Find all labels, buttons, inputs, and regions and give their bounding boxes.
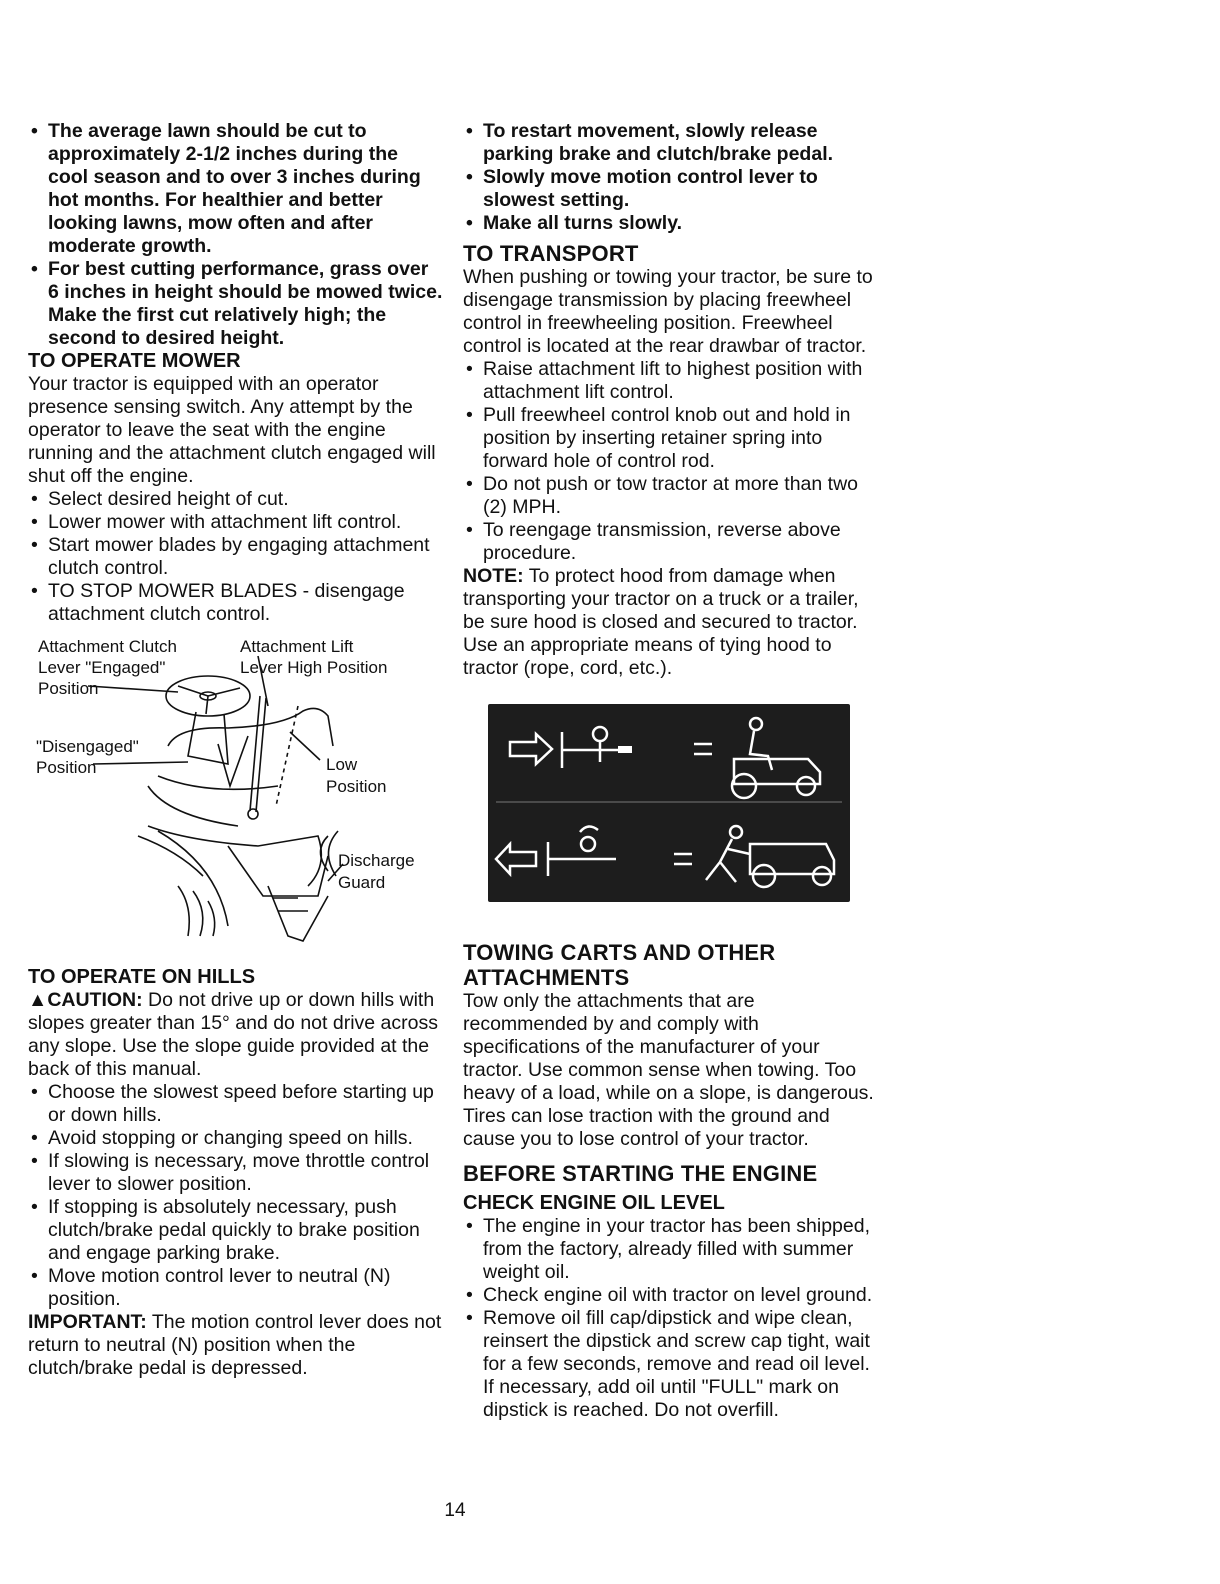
check-oil-subheading: CHECK ENGINE OIL LEVEL <box>463 1192 725 1214</box>
lift-label-line1: Attachment Lift <box>240 637 354 656</box>
operate-mower-intro: Your tractor is equipped with an operator presence sensing switch. Any attempt by the operator to leave the seat with the engine running and the attachment clutch engaged will shut off the engine. <box>28 373 436 487</box>
list-item: • Avoid stopping or changing speed on hills. <box>28 1127 443 1150</box>
list-item: • Start mower blades by engaging attachment clutch control. <box>28 534 443 580</box>
warning-triangle-icon: ▲ <box>28 989 48 1011</box>
list-item: • The engine in your tractor has been shipped, from the factory, already filled with summer weight oil. <box>463 1215 878 1284</box>
freewheel-pictogram <box>488 704 850 902</box>
note-text: To protect hood from damage when transporting your tractor on a truck or a trailer, be sure hood is closed and secured to tractor. Use an appropriate means of tying hood to tractor (rope, cord, etc.). <box>463 565 859 679</box>
list-item: • Make all turns slowly. <box>463 212 878 235</box>
clutch-label-line3: Position <box>38 679 99 698</box>
important-note <box>28 1311 443 1380</box>
list-item: • Move motion control lever to neutral (N) position. <box>28 1265 443 1311</box>
low-label-line2: Position <box>326 777 387 796</box>
clutch-label-line1: Attachment Clutch <box>38 637 177 656</box>
list-item: • To restart movement, slowly release parking brake and clutch/brake pedal. <box>463 120 878 166</box>
list-item: • Check engine oil with tractor on level ground. <box>463 1284 878 1307</box>
transport-heading: TO TRANSPORT <box>463 241 639 266</box>
mowing-tips-list <box>28 120 443 350</box>
important-label: IMPORTANT: <box>28 1311 147 1333</box>
before-starting-heading: BEFORE STARTING THE ENGINE <box>463 1161 818 1186</box>
left-column <box>28 120 443 1380</box>
list-item: • If slowing is necessary, move throttle control lever to slower position. <box>28 1150 443 1196</box>
list-item: • Raise attachment lift to highest position with attachment lift control. <box>463 358 878 404</box>
guard-label-line2: Guard <box>338 873 386 892</box>
operate-mower-heading: TO OPERATE MOWER <box>28 350 241 372</box>
list-item: • The average lawn should be cut to approximately 2-1/2 inches during the cool season and to over 3 inches during hot months. For healthier and better looking lawns, mow often and after moderate growth. <box>28 120 443 258</box>
list-item: • Remove oil fill cap/dipstick and wipe clean, reinsert the dipstick and screw cap tight, wait for a few seconds, remove and read oil level. If necessary, add oil until "FULL" mark on dipstick is reached. Do not overfill. <box>463 1307 878 1422</box>
list-item: • Do not push or tow tractor at more than two (2) MPH. <box>463 473 878 519</box>
clutch-label-line2: Lever "Engaged" <box>38 658 166 677</box>
oil-steps <box>463 1215 878 1422</box>
list-item: • Select desired height of cut. <box>28 488 443 511</box>
note-label: NOTE: <box>463 565 524 587</box>
towing-heading: TOWING CARTS AND OTHER ATTACHMENTS <box>463 940 776 990</box>
hills-heading: TO OPERATE ON HILLS <box>28 966 256 988</box>
movement-tips-list <box>463 120 878 235</box>
guard-label-line1: Discharge <box>338 851 415 870</box>
low-label-line1: Low <box>326 755 358 774</box>
list-item: • TO STOP MOWER BLADES - disengage attachment clutch control. <box>28 580 443 626</box>
important-text: The motion control lever does not return to neutral (N) position when the clutch/brake pedal is depressed. <box>28 1311 442 1379</box>
hills-steps <box>28 1081 443 1311</box>
list-item: • Lower mower with attachment lift control. <box>28 511 443 534</box>
transport-steps <box>463 358 878 565</box>
operate-mower-steps <box>28 488 443 626</box>
transport-intro: When pushing or towing your tractor, be sure to disengage transmission by placing freewheel control in freewheeling position. Freewheel control is located at the rear drawbar of tractor. <box>463 266 873 357</box>
disengaged-label-line1: "Disengaged" <box>36 737 139 756</box>
mower-controls-figure <box>28 636 448 966</box>
list-item: • Choose the slowest speed before starting up or down hills. <box>28 1081 443 1127</box>
transport-note <box>463 565 878 680</box>
caution-label: CAUTION: <box>47 989 143 1011</box>
towing-text: Tow only the attachments that are recommended by and comply with specifications of the manufacturer of your tractor. Use common sense when towing. Too heavy of a load, while on a slope, is dangerous. Tires can lose traction with the ground and cause you to lose control of your tractor. <box>463 990 874 1150</box>
lift-label-line2: Lever High Position <box>240 658 388 677</box>
hills-caution <box>28 989 443 1081</box>
list-item: • Slowly move motion control lever to slowest setting. <box>463 166 878 212</box>
list-item: • If stopping is absolutely necessary, push clutch/brake pedal quickly to brake position and engage parking brake. <box>28 1196 443 1265</box>
freewheel-diagram <box>488 704 850 902</box>
disengaged-label-line2: Position <box>36 758 97 777</box>
page-number: 14 <box>444 1500 466 1521</box>
list-item: • For best cutting performance, grass over 6 inches in height should be mowed twice. Make the first cut relatively high; the second to desired height. <box>28 258 443 350</box>
list-item: • Pull freewheel control knob out and hold in position by inserting retainer spring into forward hole of control rod. <box>463 404 878 473</box>
list-item: • To reengage transmission, reverse above procedure. <box>463 519 878 565</box>
right-column <box>463 120 878 1422</box>
caution-text: Do not drive up or down hills with slopes greater than 15° and do not drive across any slope. Use the slope guide provided at the back of this manual. <box>28 989 438 1080</box>
